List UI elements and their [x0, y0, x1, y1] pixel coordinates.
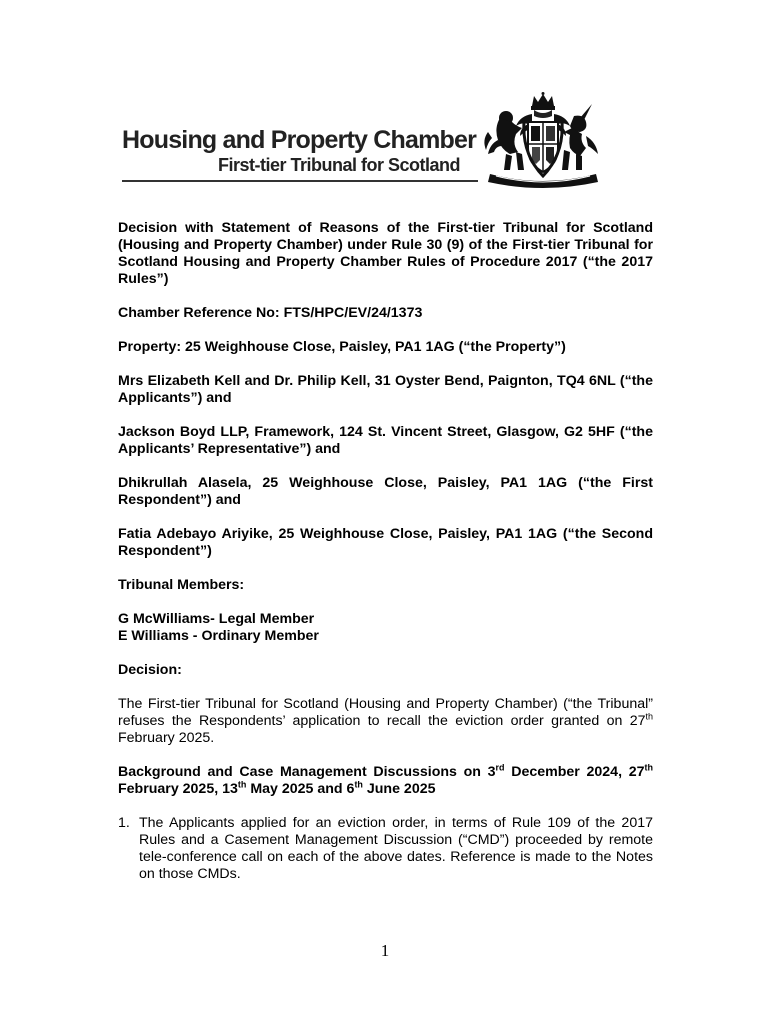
- legal-member: G McWilliams- Legal Member: [118, 611, 315, 627]
- first-respondent: Dhikrullah Alasela, 25 Weighhouse Close, Paisley, PA1 1AG (“the First Respondent”) and: [118, 475, 653, 508]
- page-header: [120, 92, 660, 192]
- document-body: [118, 220, 653, 883]
- second-respondent: Fatia Adebayo Ariyike, 25 Weighhouse Close, Paisley, PA1 1AG (“the Second Respondent”): [118, 526, 653, 559]
- decision-heading: Decision with Statement of Reasons of the First-tier Tribunal for Scotland (Housing and Property Chamber) under Rule 30 (9) of the First-tier Tribunal for Scotland Housing and Property Chamber Rules of Procedure 2017 (“the 2017 Rules”): [118, 220, 653, 287]
- chamber-reference: Chamber Reference No: FTS/HPC/EV/24/1373: [118, 305, 423, 321]
- header-rule: [122, 180, 478, 182]
- tribunal-subtitle: First-tier Tribunal for Scotland: [218, 155, 461, 175]
- background-heading: Background and Case Management Discussions on 3rd December 2024, 27th February 2025, 13th May 2025 and 6th June 2025: [118, 762, 653, 797]
- ordinary-member: E Williams - Ordinary Member: [118, 628, 319, 644]
- paragraph-number: 1.: [118, 815, 130, 831]
- applicants: Mrs Elizabeth Kell and Dr. Philip Kell, 31 Oyster Bend, Paignton, TQ4 6NL (“the Applicants”) and: [118, 373, 653, 406]
- decision-label: Decision:: [118, 662, 182, 678]
- paragraph-text: The Applicants applied for an eviction order, in terms of Rule 109 of the 2017 Rules and a Casement Management Discussion (“CMD”) proceeded by remote tele-conference call on each of the above dates. Reference is made to the Notes on those CMDs.: [139, 815, 653, 882]
- page-number: 1: [380, 941, 390, 960]
- chamber-title: Housing and Property Chamber: [122, 126, 477, 154]
- royal-crest-icon: [476, 92, 610, 192]
- paragraph-1: [118, 815, 653, 883]
- decision-text: The First-tier Tribunal for Scotland (Housing and Property Chamber) (“the Tribunal” refuses the Respondents’ application to recall the eviction order granted on 27th February 2025.: [118, 696, 653, 746]
- tribunal-members-heading: Tribunal Members:: [118, 577, 245, 593]
- property-address: Property: 25 Weighhouse Close, Paisley, PA1 1AG (“the Property”): [118, 339, 566, 355]
- applicants-representative: Jackson Boyd LLP, Framework, 124 St. Vincent Street, Glasgow, G2 5HF (“the Applicants’ Representative”) and: [118, 424, 653, 457]
